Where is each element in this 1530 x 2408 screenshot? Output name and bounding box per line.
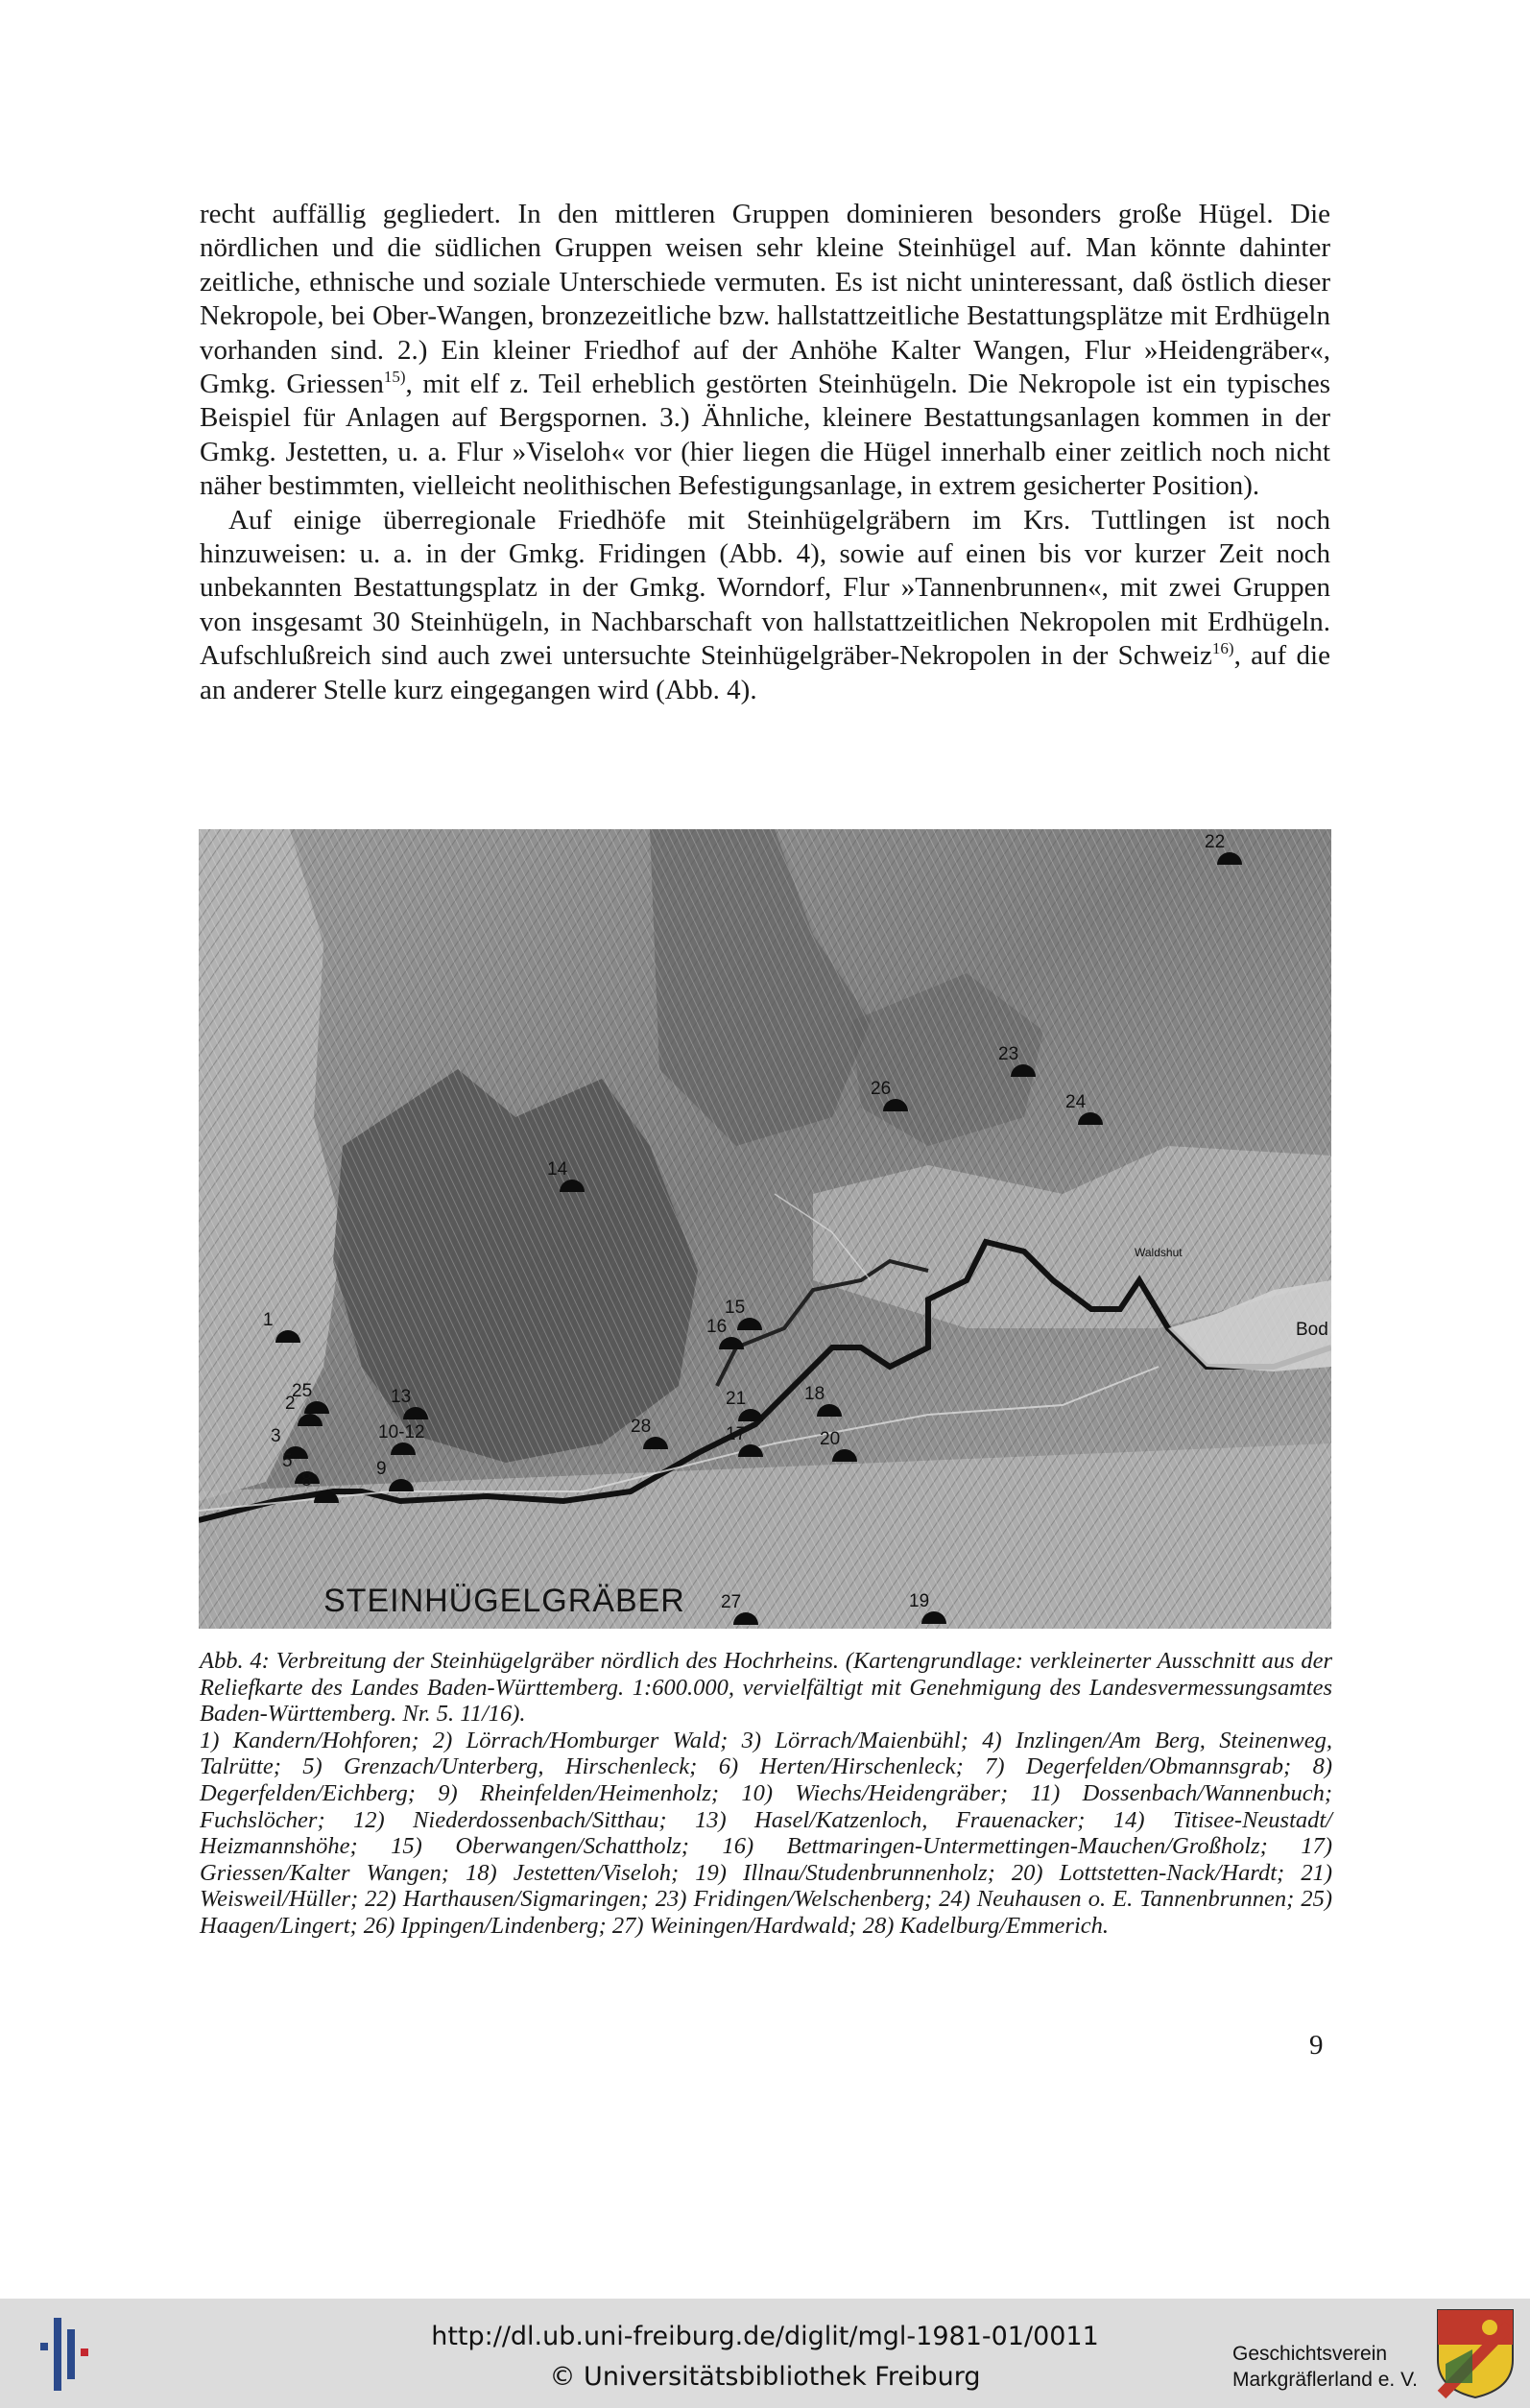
text-run: Auf einige überregionale Friedhöfe mit Steinhügelgräbern im Krs. Tuttlingen ist noch hinzuweisen: u. a. in der Gmkg. Fridingen (Abb. 4), sowie auf einen bis vor kurzer Zeit noch unbekannten Bestattungsplatz in der Gmkg. Worndorf, Flur »Tannenbrunnen«, mit zwei Gruppen von insgesamt 30 Steinhügeln, in Nachbarschaft von hallstattzeitlichen Nekropolen mit Erdhügeln. Aufschlußreich sind auch zwei untersuchte Steinhügelgräber-Nekropolen in der Schweiz [200,504,1330,672]
marker-number-label: 13 [391,1387,412,1407]
marker-number-label: 8 [301,1470,312,1490]
map-place-label-waldshut: Waldshut [1135,1246,1183,1259]
marker-number-label: 1 [263,1310,274,1330]
paragraph-1 [200,198,1330,504]
society-crest-icon [1434,2306,1517,2400]
text-run: , mit elf z. Teil erheblich gestörten Steinhügeln. Die Nekropole ist ein typisches Beispiel für Anlagen auf Bergspornen. 3.) Ähnliche, kleinere Bestattungsanlagen kommen in der Gmkg. Jestetten, u. a. Flur »Viseloh« vor (hier liegen die Hügel innerhalb einer zeitlich noch nicht näher bestimmten, vielleicht neolithischen Befestigungsanlage, in extrem gesicherter Position). [200,369,1330,502]
footnote-marker: 15) [383,368,406,387]
marker-number-label: 26 [871,1079,892,1099]
permalink-url[interactable]: http://dl.ub.uni-freiburg.de/diglit/mgl-1981-01/0011 [431,2322,1099,2351]
society-name [1232,2341,1434,2393]
marker-number-label: 15 [725,1298,746,1318]
marker-number-label: 22 [1205,832,1226,852]
marker-number-label: 17 [726,1424,747,1444]
marker-number-label: 28 [631,1417,652,1437]
marker-number-label: 5 [282,1451,293,1471]
marker-number-label: 18 [804,1384,825,1404]
text-run: , auf die an anderer Stelle kurz eingegangen wird (Abb. 4). [200,640,1330,705]
figure-caption [200,1648,1332,1940]
marker-number-label: 9 [376,1459,387,1479]
marker-number-label: 3 [271,1426,281,1446]
society-line-2: Markgräflerland e. V. [1232,2369,1418,2391]
marker-number-label: 24 [1065,1092,1087,1112]
marker-number-label: 20 [820,1429,841,1449]
marker-number-label: 23 [998,1044,1019,1064]
page-number: 9 [1309,2030,1324,2061]
footer-bar [0,2299,1530,2408]
marker-number-label: 25 [292,1381,313,1401]
marker-number-label: 10-12 [378,1422,425,1442]
marker-number-label: 27 [721,1592,742,1612]
caption-list: 1) Kandern/Hohforen; 2) Lörrach/Homburger Wald; 3) Lörrach/Maienbühl; 4) Inzlingen/Am Berg, Steinenweg, Talrütte; 5) Grenzach/Unterberg, Hirschenleck; 6) Herten/Hirschenleck; 7) Degerfelden/Obmannsgrab; 8) Degerfelden/Eichberg; 9) Rheinfelden/Heimenholz; 10) Wiechs/Heidengräber; 11) Dossenbach/Wannenbuch; Fuchslöcher; 12) Niederdossenbach/Sitthau; 13) Hasel/Katzenloch, Frauenacker; 14) Titisee-Neustadt/ Heizmannshöhe; 15) Oberwangen/Schattholz; 16) Bettmaringen-Untermettingen-Mauchen/Großholz; 17) Griessen/Kalter Wangen; 18) Jestetten/Viseloh; 19) Illnau/Studenbrunnenholz; 20) Lottstetten-Nack/Hardt; 21) Weisweil/Hüller; 22) Harthausen/Sigmaringen; 23) Fridingen/Welschenberg; 24) Neuhausen o. E. Tannenbrunnen; 25) Haagen/Lingert; 26) Ippingen/Lindenberg; 27) Weiningen/Hardwald; 28) Kadelburg/Emmerich. [200,1727,1332,1939]
society-line-1: Geschichtsverein [1232,2343,1388,2365]
relief-map-figure [199,829,1331,1629]
marker-number-label: 19 [909,1591,930,1611]
marker-number-label: 21 [726,1389,747,1409]
marker-number-label: 2 [285,1394,296,1414]
paragraph-2 [200,504,1330,707]
map-place-label-bod: Bod [1296,1320,1328,1340]
marker-number-label: 16 [706,1317,728,1337]
caption-intro: Abb. 4: Verbreitung der Steinhügelgräber nördlich des Hochrheins. (Kartengrundlage: verkleinerter Ausschnitt aus der Reliefkarte des Landes Baden-Württemberg. 1:600.000, vervielfältigt mit Genehmigung des Landesvermessungsamtes Baden-Württemberg. Nr. 5. 11/16). [200,1648,1332,1728]
body-text [200,198,1330,707]
marker-number-label: 14 [547,1159,568,1180]
text-run: recht auffällig gegliedert. In den mittleren Gruppen dominieren besonders große Hügel. Die nördlichen und die südlichen Gruppen weisen sehr kleine Steinhügel auf. Man könnte dahinter zeitliche, ethnische und soziale Unterschiede vermuten. Es ist nicht uninteressant, daß östlich dieser Nekropole, bei Ober-Wangen, bronzezeitliche bzw. hallstattzeitliche Bestattungsplätze mit Erdhügeln vorhanden sind. 2.) Ein kleiner Friedhof auf der Anhöhe Kalter Wangen, Flur »Heidengräber«, Gmkg. Griessen [200,199,1330,400]
relief-map [199,829,1331,1629]
map-title: STEINHÜGELGRÄBER [323,1583,685,1619]
copyright-text: © Universitätsbibliothek Freiburg [549,2362,981,2392]
footnote-marker: 16) [1211,639,1234,658]
